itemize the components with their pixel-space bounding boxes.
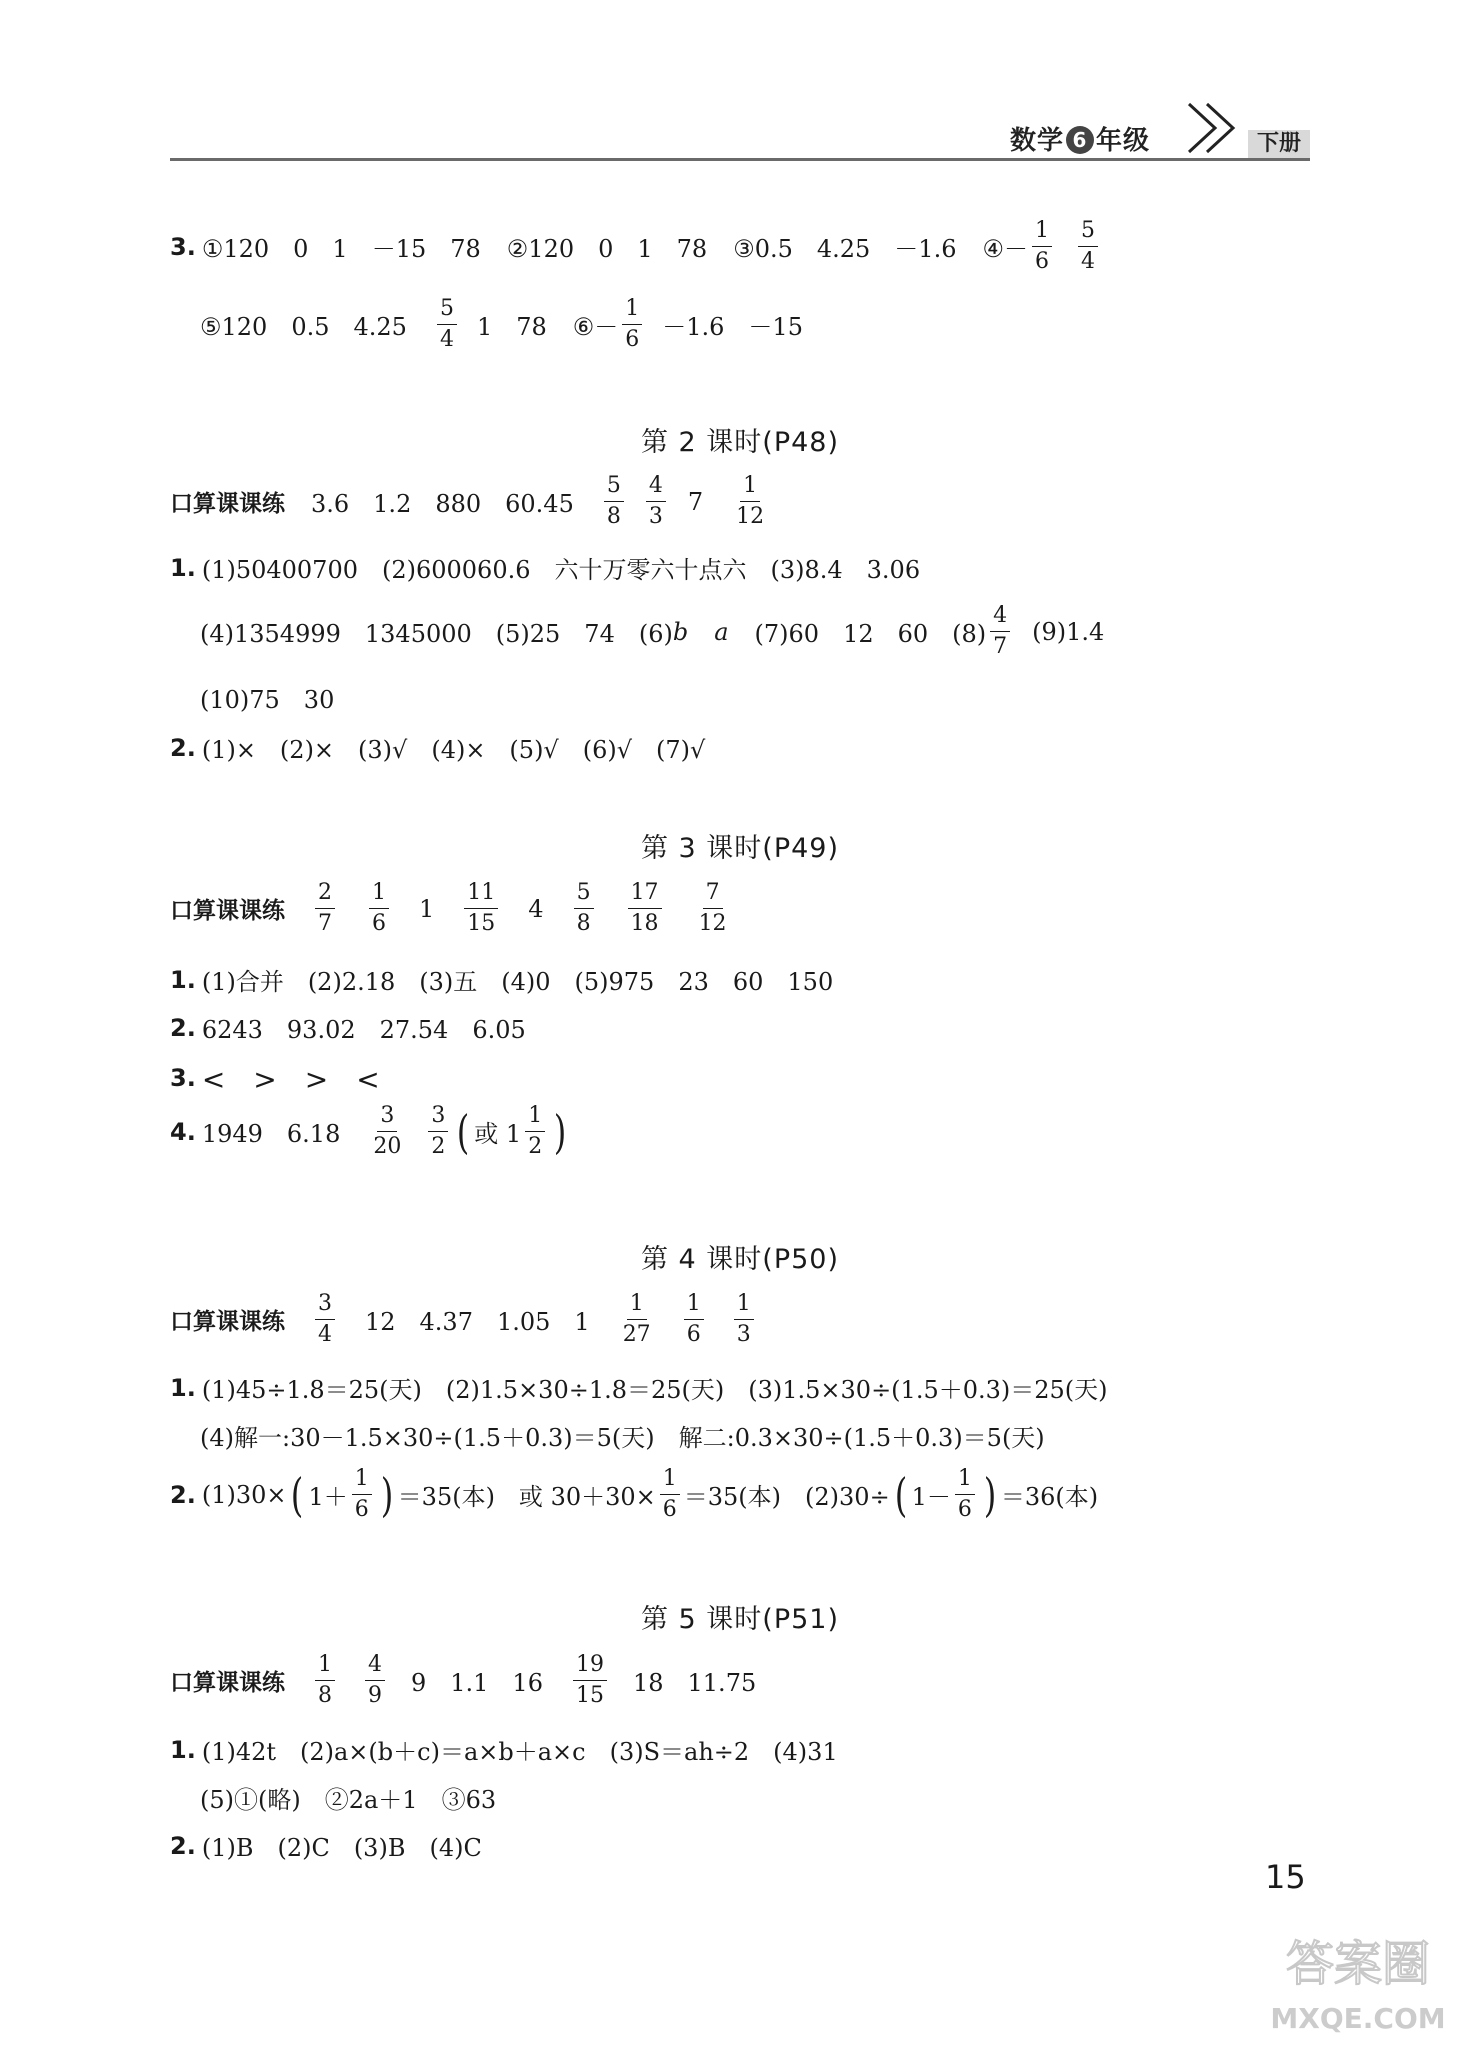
paren-open: (	[894, 1467, 907, 1522]
question-number: 3.	[170, 232, 196, 261]
answer-text: 或 1	[474, 1120, 522, 1148]
lesson-3-q2	[170, 1010, 526, 1045]
watermark-site: MXQE.COM	[1270, 2002, 1446, 2035]
paren-open: (	[291, 1467, 304, 1522]
answer-text: (7)60 12 60 (8)	[754, 620, 987, 648]
lesson-2-q1-line-3	[200, 680, 334, 715]
fraction: $\frac{1}{6}$	[684, 1293, 704, 1346]
answer-text: ③0.5 4.25 －1.6	[733, 235, 957, 263]
answer-text: 1－	[911, 1483, 951, 1511]
lesson-4-q1-line-2	[200, 1418, 1045, 1453]
answer-text: (1)45÷1.8＝25(天) (2)1.5×30÷1.8＝25(天) (3)1.5×30÷(1.5＋0.3)＝25(天)	[201, 1376, 1108, 1404]
answer-text: ⑤120 0.5 4.25	[200, 313, 407, 341]
question-number: 1.	[170, 1735, 196, 1764]
header-rule	[170, 158, 1310, 161]
answer-text: 6243 93.02 27.54 6.05	[201, 1016, 526, 1044]
question-number: 2.	[170, 1480, 196, 1509]
fraction: $\frac{1}{6}$	[352, 1468, 372, 1521]
lesson-4-q2	[170, 1468, 1098, 1521]
page-number: 15	[1265, 1858, 1306, 1896]
answer-text: 9 1.1 16	[411, 1669, 543, 1697]
fraction: $\frac{1}{6}$	[1032, 220, 1052, 273]
answer-text: ＝35(本) 或 30＋30×	[397, 1483, 656, 1511]
answer-text: 12 4.37 1.05 1	[365, 1308, 590, 1336]
fraction: $\frac{1}{27}$	[622, 1291, 651, 1347]
answer-text: a	[714, 617, 729, 646]
answer-text: (10)75 30	[200, 686, 335, 714]
grade-badge: 6	[1066, 126, 1094, 154]
answer-text: 1 78	[476, 313, 547, 341]
fraction: $\frac{5}{4}$	[437, 298, 457, 351]
answer-text: 7	[687, 487, 704, 516]
answer-text: 3.6 1.2 880 60.45	[311, 490, 574, 518]
lesson-3-title: 第 3 课时(P49)	[640, 833, 840, 864]
paren-open: (	[457, 1104, 470, 1159]
fraction: $\frac{1}{6}$	[622, 298, 642, 351]
lesson-3-q3	[170, 1058, 380, 1098]
lesson-5-oral	[170, 1654, 756, 1707]
fraction: $\frac{4}{3}$	[646, 475, 666, 528]
volume-tag: 下册	[1248, 130, 1310, 158]
answer-text: 1949 6.18	[201, 1120, 341, 1148]
fraction: $\frac{1}{6}$	[955, 1468, 975, 1521]
lesson-3-q4	[170, 1105, 571, 1158]
lesson-5-q1-line-2	[200, 1780, 496, 1815]
lesson-4-q1-line-1	[170, 1370, 1108, 1405]
fraction: $\frac{1}{2}$	[525, 1105, 545, 1158]
paren-close: )	[983, 1467, 997, 1522]
oral-label: 口算课课练	[170, 1309, 285, 1335]
fraction: $\frac{5}{4}$	[1078, 220, 1098, 273]
answer-text: (1)42t (2)a×(b＋c)＝a×b＋a×c (3)S＝ah÷2 (4)31	[201, 1738, 838, 1766]
question-number: 2.	[170, 1831, 196, 1860]
answer-text: (9)1.4	[1032, 617, 1105, 646]
paren-close: )	[380, 1467, 393, 1522]
oral-label: 口算课课练	[170, 1670, 285, 1696]
answer-text: 1＋	[308, 1483, 348, 1511]
lesson-4-title: 第 4 课时(P50)	[640, 1244, 840, 1275]
answer-text: ①120 0 1 －15 78	[201, 235, 481, 263]
watermark-logo	[1258, 1910, 1458, 2040]
lesson-3-oral	[170, 882, 734, 935]
fraction: $\frac{1}{8}$	[315, 1654, 335, 1707]
lesson-4-oral	[170, 1293, 758, 1346]
answer-text: (1)50400700 (2)600060.6 六十万零六十点六 (3)8.4 3.06	[201, 556, 921, 584]
q3-line-1	[170, 220, 1102, 273]
answer-text: (4)解一:30－1.5×30÷(1.5＋0.3)＝5(天) 解二:0.3×30÷(1.5＋0.3)＝5(天)	[200, 1424, 1045, 1452]
answer-text: ④－	[982, 235, 1028, 263]
lesson-2-q1-line-2	[200, 605, 1104, 658]
answer-text: 18 11.75	[632, 1669, 757, 1697]
oral-label: 口算课课练	[170, 491, 285, 517]
lesson-2-title: 第 2 课时(P48)	[640, 427, 840, 458]
answer-text: (1)合并 (2)2.18 (3)五 (4)0 (5)975 23 60 150	[201, 968, 834, 996]
fraction: $\frac{2}{7}$	[315, 882, 335, 935]
fraction: $\frac{5}{8}$	[604, 475, 624, 528]
answer-text: ＝35(本) (2)30÷	[683, 1483, 890, 1511]
lesson-5-q2	[170, 1828, 482, 1863]
question-number: 1.	[170, 553, 196, 582]
answer-text: (1)× (2)× (3)√ (4)× (5)√ (6)√ (7)√	[201, 736, 706, 764]
answer-text: ⑥－	[572, 313, 619, 341]
question-number: 1.	[170, 965, 196, 994]
lesson-5-title: 第 5 课时(P51)	[640, 1604, 840, 1635]
answer-text: (4)1354999 1345000 (5)25 74 (6)	[200, 620, 673, 648]
fraction: $\frac{19}{15}$	[573, 1654, 607, 1707]
question-number: 4.	[170, 1117, 196, 1146]
lesson-2-q1-line-1	[170, 550, 920, 585]
double-chevron-icon	[1185, 102, 1255, 156]
answer-text: (1)B (2)C (3)B (4)C	[201, 1834, 482, 1862]
q3-line-2	[200, 298, 803, 351]
fraction: $\frac{5}{8}$	[574, 882, 594, 935]
fraction: $\frac{3}{20}$	[373, 1103, 402, 1159]
lesson-2-oral	[170, 475, 771, 528]
header-title: 数学 6 年级	[1010, 126, 1151, 156]
fraction: $\frac{1}{6}$	[660, 1468, 680, 1521]
fraction: $\frac{7}{12}$	[698, 880, 727, 936]
answer-text: ＝36(本)	[1000, 1483, 1099, 1511]
answer-text: ②120 0 1 78	[506, 235, 708, 263]
paren-close: )	[553, 1104, 567, 1159]
answer-text: 4	[528, 894, 544, 923]
question-number: 1.	[170, 1373, 196, 1402]
question-number: 2.	[170, 1013, 196, 1042]
fraction: $\frac{1}{3}$	[734, 1293, 754, 1346]
answer-text: (1)30×	[201, 1480, 287, 1509]
question-number: 2.	[170, 733, 196, 762]
fraction: $\frac{3}{4}$	[315, 1293, 335, 1346]
fraction: $\frac{3}{2}$	[428, 1105, 448, 1158]
fraction: $\frac{1}{6}$	[369, 882, 389, 935]
fraction: $\frac{4}{7}$	[990, 605, 1010, 658]
question-number: 3.	[170, 1064, 196, 1092]
fraction: $\frac{17}{18}$	[628, 882, 662, 935]
lesson-3-q1	[170, 962, 833, 997]
watermark-logo-text: 答案圈	[1285, 1936, 1431, 1992]
fraction: $\frac{1}{12}$	[736, 473, 765, 529]
answer-text: b	[672, 617, 689, 646]
lesson-2-q2	[170, 730, 705, 765]
answer-text: 1	[419, 894, 435, 923]
oral-label: 口算课课练	[170, 898, 285, 924]
fraction: $\frac{11}{15}$	[464, 882, 498, 935]
answer-text: －1.6 －15	[662, 313, 803, 341]
page-header	[170, 100, 1310, 162]
answer-text: < > > <	[201, 1063, 380, 1096]
lesson-5-q1-line-1	[170, 1732, 838, 1767]
answer-text: (5)①(略) ②2a＋1 ③63	[200, 1786, 497, 1814]
fraction: $\frac{4}{9}$	[365, 1654, 385, 1707]
